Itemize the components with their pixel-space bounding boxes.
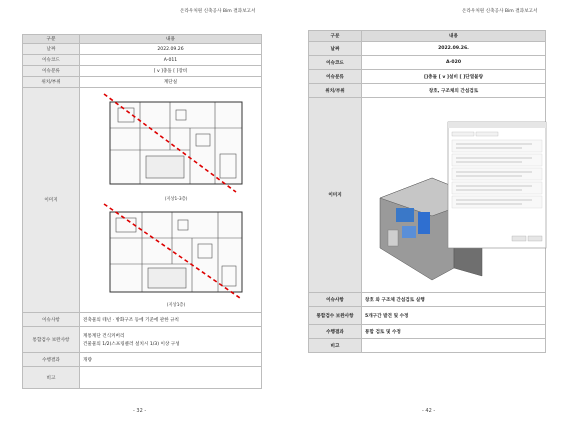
date-label: 날짜: [23, 44, 80, 55]
note-value: [80, 367, 262, 389]
issue-label: 이슈사항: [309, 293, 362, 307]
caption-top: (지상1-3층): [164, 197, 188, 202]
header-col-category: 구분: [23, 35, 80, 44]
page-number: - 32 -: [133, 408, 147, 414]
header-col-content: 내용: [80, 35, 262, 44]
issue-code-label: 이슈코드: [23, 55, 80, 66]
header-col-content: 내용: [362, 31, 546, 42]
result-label: 수행결과: [309, 325, 362, 339]
issue-type-label: 이슈분류: [309, 70, 362, 84]
date-value: 2022.09.26.: [362, 42, 546, 56]
note-label: 비고: [23, 367, 80, 389]
improve-label: 통합검수 보완사항: [309, 307, 362, 325]
location-value: 계단실: [80, 77, 262, 88]
bim-model-view: [362, 98, 552, 292]
issue-value: 전축물의 테넌 · 방화구조 등에 기준에 관한 규칙: [80, 313, 262, 327]
note-value: [362, 339, 546, 353]
issue-table-right: [308, 30, 546, 353]
issue-table-left: [22, 34, 262, 389]
caption-bottom: (지상1층): [166, 303, 186, 308]
image-label: 이미지: [309, 98, 362, 293]
issue-code-value: A-011: [80, 55, 262, 66]
issue-code-label: 이슈코드: [309, 56, 362, 70]
floor-plan-images: [80, 88, 262, 313]
floor-plan-top: [110, 102, 242, 184]
improve-line-2: 건물물의 1/2(스프링클러 설치시 1/3) 이상 구성: [83, 341, 180, 347]
improve-label: 통합검수 보완사항: [23, 327, 80, 353]
running-title: 온라우처원 신축공사 Bim 결과보고서: [462, 9, 538, 14]
floor-plan-bottom: [110, 212, 242, 292]
improve-line-1: 계통계단 건식커버리: [83, 333, 125, 339]
result-label: 수행결과: [23, 353, 80, 367]
issue-code-value: A-020: [362, 56, 546, 70]
issue-type-value: [ v ]충돌 [ ]장비: [80, 66, 262, 77]
date-label: 날짜: [309, 42, 362, 56]
header-col-category: 구분: [309, 31, 362, 42]
improve-value: [80, 327, 262, 353]
date-value: 2022.09.26: [80, 44, 262, 55]
result-value: 개량: [80, 353, 262, 367]
improve-value: 5개구간 발견 및 수정: [362, 307, 546, 325]
note-label: 비고: [309, 339, 362, 353]
model-screenshot: [362, 98, 546, 293]
floor-plan-drawings: [80, 88, 268, 312]
result-value: 통합 검토 및 수정: [362, 325, 546, 339]
issue-type-label: 이슈분류: [23, 66, 80, 77]
page-number: - 42 -: [422, 408, 436, 414]
issue-label: 이슈사항: [23, 313, 80, 327]
running-title: 온라우처원 신축공사 Bim 결과보고서: [180, 9, 256, 14]
clash-detective-window: [448, 122, 546, 248]
location-label: 위치/부위: [23, 77, 80, 88]
issue-value: 창호 와 구조체 간섭검토 실행: [362, 293, 546, 307]
right-page: [282, 0, 564, 426]
location-label: 위치/부위: [309, 84, 362, 98]
image-label: 이미지: [23, 88, 80, 313]
location-value: 창호, 구조체의 간섭검토: [362, 84, 546, 98]
issue-type-value: []충돌 [ v ]설비 [ ]단열불량: [362, 70, 546, 84]
